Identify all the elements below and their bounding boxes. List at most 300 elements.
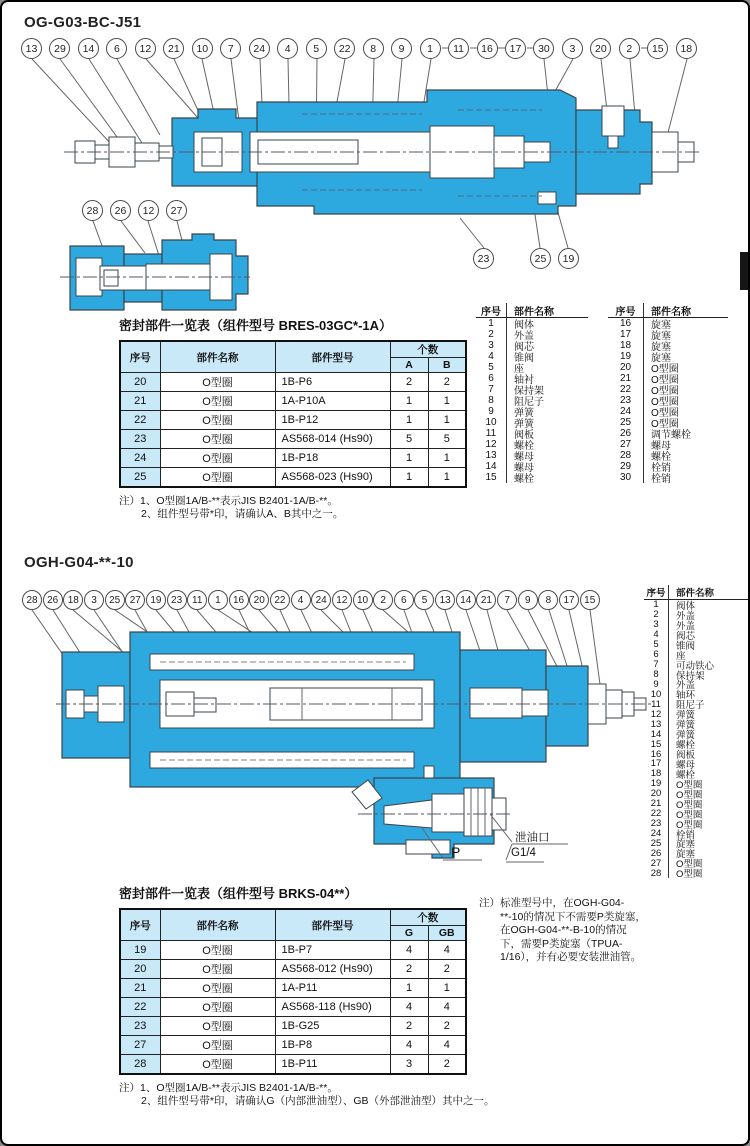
cell-model: AS568-014 (Hs90) <box>275 430 390 449</box>
part-no: 27 <box>608 439 644 450</box>
cell-name: O型圈 <box>160 941 275 960</box>
part-no: 11 <box>644 699 669 709</box>
part-no: 24 <box>644 829 669 839</box>
part-callout-balloon: 21 <box>476 590 496 610</box>
part-no: 14 <box>476 461 507 472</box>
cell-qty-g: 4 <box>390 941 428 960</box>
part-no: 19 <box>644 779 669 789</box>
part-no: 15 <box>476 472 507 483</box>
cell-qty-g: 2 <box>390 960 428 979</box>
part-name: 螺栓 <box>676 769 696 781</box>
part-callout-balloon: 23 <box>473 248 494 269</box>
part-name: 螺母 <box>514 452 534 463</box>
cell-model: AS568-023 (Hs90) <box>275 468 390 487</box>
seal-table-row <box>120 1036 466 1055</box>
part-name: 旋塞 <box>651 320 671 331</box>
part-no: 16 <box>608 318 644 329</box>
seal-table-row <box>120 430 466 449</box>
list-header-no: 序号 <box>608 303 644 318</box>
seal-table-row <box>120 998 466 1017</box>
part-callout-balloon: 19 <box>558 248 579 269</box>
part-no: 5 <box>644 640 669 650</box>
cell-qty-g: 4 <box>390 998 428 1017</box>
col-header-qty-b: B <box>428 358 466 373</box>
part-no: 29 <box>608 461 644 472</box>
part-callout-balloon: 6 <box>394 590 414 610</box>
part-no: 15 <box>644 739 669 749</box>
part-name: 螺栓 <box>514 474 534 485</box>
top-detail-diagram <box>60 234 250 310</box>
list-header-name: 部件名称 <box>644 303 728 318</box>
part-no: 11 <box>476 428 507 439</box>
part-no: 26 <box>608 428 644 439</box>
col-header-qty-a: A <box>390 358 428 373</box>
cell-no: 23 <box>120 1017 160 1036</box>
seal-table-row <box>120 411 466 430</box>
part-name: 螺母 <box>651 441 671 452</box>
seal-table-row <box>120 1017 466 1036</box>
cell-no: 21 <box>120 392 160 411</box>
cell-no: 28 <box>120 1055 160 1074</box>
part-no: 6 <box>644 650 669 660</box>
part-name: 螺母 <box>514 463 534 474</box>
col-header-no: 序号 <box>120 341 160 373</box>
part-name: 栓销 <box>651 463 671 474</box>
cell-no: 25 <box>120 468 160 487</box>
parts-name-list-1-right <box>608 303 728 483</box>
cell-no: 20 <box>120 373 160 392</box>
cell-qty-gb: 4 <box>428 1036 466 1055</box>
seal-parts-block-2 <box>119 883 495 1108</box>
part-no: 28 <box>608 450 644 461</box>
part-no: 18 <box>608 340 644 351</box>
cell-qty-b: 1 <box>428 411 466 430</box>
part-no: 30 <box>608 472 644 483</box>
part-callout-balloon: 16 <box>229 590 249 610</box>
part-name: O型圈 <box>676 869 703 881</box>
part-name: 阀体 <box>676 600 696 612</box>
part-callout-balloon: 1 <box>208 590 228 610</box>
part-callout-balloon: 14 <box>456 590 476 610</box>
part-name: 座 <box>514 364 524 375</box>
part-name: 螺栓 <box>676 740 696 752</box>
cell-no: 19 <box>120 941 160 960</box>
part-name: 旋塞 <box>651 331 671 342</box>
part-name: 弹簧 <box>514 419 534 430</box>
page-edge-tab <box>740 252 748 290</box>
cell-qty-g: 4 <box>390 1036 428 1055</box>
part-callout-balloon: 12 <box>332 590 352 610</box>
cell-name: O型圈 <box>160 430 275 449</box>
part-name: 弹簧 <box>676 720 696 732</box>
part-no: 2 <box>644 610 669 620</box>
seal-table-row <box>120 468 466 487</box>
cell-qty-gb: 4 <box>428 998 466 1017</box>
part-callout-balloon: 25 <box>530 248 551 269</box>
col-header-qty: 个数 <box>390 341 466 358</box>
note-line-2: 2、组件型号带*印，请确认A、B其中之一。 <box>141 507 344 520</box>
part-no: 22 <box>608 384 644 395</box>
part-callout-balloon: 5 <box>414 590 434 610</box>
note-line-1: 注）1、O型圈1A/B-**表示JIS B2401-1A/B-**。 <box>119 494 338 507</box>
cell-qty-b: 1 <box>428 392 466 411</box>
part-callout-balloon: 17 <box>505 38 526 59</box>
part-no: 3 <box>476 340 507 351</box>
col-header-no: 序号 <box>120 909 160 941</box>
part-name: O型圈 <box>676 779 703 791</box>
cell-model: 1B-P12 <box>275 411 390 430</box>
page-title-og-g03: OG-G03-BC-J51 <box>24 14 142 31</box>
part-name: 阀芯 <box>676 630 696 642</box>
part-no: 1 <box>644 600 669 610</box>
page-title-ogh-g04: OGH-G04-**-10 <box>24 554 134 571</box>
part-no: 9 <box>476 406 507 417</box>
col-header-name: 部件名称 <box>160 341 275 373</box>
part-callout-balloon: 18 <box>676 38 697 59</box>
cell-no: 22 <box>120 411 160 430</box>
cell-qty-b: 1 <box>428 449 466 468</box>
seal-table-row <box>120 979 466 998</box>
part-callout-balloon: 19 <box>146 590 166 610</box>
part-callout-balloon: 17 <box>559 590 579 610</box>
note-line-1: 注）1、O型圈1A/B-**表示JIS B2401-1A/B-**。 <box>119 1081 338 1094</box>
part-callout-balloon: 26 <box>110 200 131 221</box>
drain-thread-label: G1/4 <box>511 847 536 859</box>
part-callout-balloon: 26 <box>43 590 63 610</box>
part-name: 可动铁心 <box>676 660 715 672</box>
part-callout-balloon: 8 <box>363 38 384 59</box>
part-name: O型圈 <box>651 408 679 419</box>
part-no: 27 <box>644 858 669 868</box>
part-no: 25 <box>644 839 669 849</box>
cell-qty-gb: 2 <box>428 1055 466 1074</box>
part-no: 3 <box>644 620 669 630</box>
part-callout-balloon: 8 <box>538 590 558 610</box>
part-callout-balloon: 28 <box>82 200 103 221</box>
cell-qty-b: 5 <box>428 430 466 449</box>
part-no: 18 <box>644 769 669 779</box>
part-callout-balloon: 23 <box>167 590 187 610</box>
part-name: 弹簧 <box>676 710 696 722</box>
cell-name: O型圈 <box>160 468 275 487</box>
part-callout-balloon: 12 <box>135 38 156 59</box>
part-name: 栓销 <box>651 474 671 485</box>
cell-no: 24 <box>120 449 160 468</box>
part-callout-balloon: 14 <box>78 38 99 59</box>
cell-qty-gb: 4 <box>428 941 466 960</box>
seal-table-row <box>120 941 466 960</box>
part-name: 轴环 <box>676 690 696 702</box>
seal-table-row <box>120 373 466 392</box>
cell-name: O型圈 <box>160 373 275 392</box>
parts-name-list-2 <box>644 585 750 881</box>
seal-parts-table-2 <box>119 908 467 1075</box>
part-callout-balloon: 21 <box>163 38 184 59</box>
part-callout-balloon: 11 <box>187 590 207 610</box>
part-name: 调节螺栓 <box>651 430 691 441</box>
part-callout-balloon: 20 <box>249 590 269 610</box>
part-callout-balloon: 16 <box>477 38 498 59</box>
cell-name: O型圈 <box>160 960 275 979</box>
part-no: 20 <box>644 789 669 799</box>
cell-model: 1B-P18 <box>275 449 390 468</box>
note-line-2: 2、组件型号带*印，请确认G（内部泄油型）、GB（外部泄油型）其中之一。 <box>141 1094 495 1107</box>
cell-qty-gb: 2 <box>428 1017 466 1036</box>
part-no: 12 <box>644 709 669 719</box>
seal-table-row <box>120 960 466 979</box>
part-callout-balloon: 15 <box>580 590 600 610</box>
top-valve-diagram <box>64 90 702 214</box>
part-callout-balloon: 2 <box>619 38 640 59</box>
part-callout-balloon: 22 <box>334 38 355 59</box>
part-no: 7 <box>644 660 669 670</box>
col-header-qty-gb: GB <box>428 926 466 941</box>
part-name: 阻尼子 <box>676 700 705 712</box>
part-callout-balloon: 20 <box>590 38 611 59</box>
seal-table-row <box>120 392 466 411</box>
part-callout-balloon: 1 <box>420 38 441 59</box>
part-name: O型圈 <box>676 789 703 801</box>
part-name: 外盖 <box>676 620 696 632</box>
part-no: 20 <box>608 362 644 373</box>
col-header-model: 部件型号 <box>275 909 390 941</box>
part-callout-balloon: 30 <box>533 38 554 59</box>
part-callout-balloon: 7 <box>497 590 517 610</box>
part-name: 螺栓 <box>514 441 534 452</box>
cell-model: AS568-012 (Hs90) <box>275 960 390 979</box>
cell-no: 23 <box>120 430 160 449</box>
part-name: 阀板 <box>514 430 534 441</box>
balloon-row-top <box>21 38 697 59</box>
part-no: 6 <box>476 373 507 384</box>
cell-qty-g: 2 <box>390 1017 428 1036</box>
part-callout-balloon: 22 <box>270 590 290 610</box>
part-callout-balloon: 7 <box>220 38 241 59</box>
cell-model: 1A-P10A <box>275 392 390 411</box>
seal-table-row <box>120 1055 466 1074</box>
cell-qty-b: 2 <box>428 373 466 392</box>
drain-port-label: 泄油口 <box>515 832 550 844</box>
list-header-name: 部件名称 <box>669 585 750 600</box>
part-name: 旋塞 <box>676 839 696 851</box>
cell-name: O型圈 <box>160 979 275 998</box>
part-name: 轴衬 <box>514 375 534 386</box>
part-no: 16 <box>644 749 669 759</box>
part-name: 阀体 <box>514 320 534 331</box>
part-name: 螺栓 <box>651 452 671 463</box>
part-name: O型圈 <box>676 809 703 821</box>
part-name: O型圈 <box>651 375 679 386</box>
part-no: 23 <box>608 395 644 406</box>
part-no: 22 <box>644 809 669 819</box>
balloon-row-below-body <box>473 248 579 269</box>
part-no: 26 <box>644 848 669 858</box>
seal-table-title-2: 密封部件一览表（组件型号 BRKS-04**） <box>119 886 358 901</box>
cell-name: O型圈 <box>160 392 275 411</box>
cell-qty-a: 2 <box>390 373 428 392</box>
part-name: 保持架 <box>676 670 705 682</box>
cell-qty-g: 1 <box>390 979 428 998</box>
cell-name: O型圈 <box>160 411 275 430</box>
col-header-qty: 个数 <box>390 909 466 926</box>
part-callout-balloon: 4 <box>291 590 311 610</box>
cell-model: 1B-P7 <box>275 941 390 960</box>
cell-qty-a: 5 <box>390 430 428 449</box>
part-callout-balloon: 24 <box>311 590 331 610</box>
port-label-p: P <box>451 844 461 860</box>
part-name: 外盖 <box>676 680 696 692</box>
part-no: 17 <box>608 329 644 340</box>
cell-model: 1B-P11 <box>275 1055 390 1074</box>
part-callout-balloon: 29 <box>49 38 70 59</box>
part-callout-balloon: 24 <box>249 38 270 59</box>
part-callout-balloon: 10 <box>192 38 213 59</box>
part-no: 14 <box>644 729 669 739</box>
seal-table-row <box>120 449 466 468</box>
part-callout-balloon: 15 <box>647 38 668 59</box>
list-header-no: 序号 <box>476 303 507 318</box>
cell-qty-b: 1 <box>428 468 466 487</box>
part-callout-balloon: 27 <box>166 200 187 221</box>
part-name: 旋塞 <box>651 342 671 353</box>
part-callout-balloon: 3 <box>562 38 583 59</box>
cell-qty-a: 1 <box>390 468 428 487</box>
part-no: 17 <box>644 759 669 769</box>
part-name: 旋塞 <box>676 849 696 861</box>
cell-no: 20 <box>120 960 160 979</box>
standard-model-note: 注）标准型号中，在OGH-G04-**-10的情况下不需要P类旋塞，在OGH-G04-**-B-10的情况下，需要P类旋塞（TPUA-1/16），并有必要安装泄油管。 <box>479 897 646 963</box>
part-name: O型圈 <box>676 859 703 871</box>
col-header-model: 部件型号 <box>275 341 390 373</box>
part-no: 4 <box>476 351 507 362</box>
part-no: 12 <box>476 439 507 450</box>
part-name: 阀芯 <box>514 342 534 353</box>
part-callout-balloon: 13 <box>435 590 455 610</box>
seal-table-title-1: 密封部件一览表（组件型号 BRES-03GC*-1A） <box>119 318 393 333</box>
col-header-name: 部件名称 <box>160 909 275 941</box>
part-name: 锥阀 <box>676 640 696 652</box>
part-callout-balloon: 18 <box>63 590 83 610</box>
part-callout-balloon: 5 <box>306 38 327 59</box>
part-name: O型圈 <box>651 397 679 408</box>
cell-qty-gb: 2 <box>428 960 466 979</box>
part-name: 弹簧 <box>514 408 534 419</box>
balloon-row-bottom <box>22 590 600 610</box>
part-callout-balloon: 6 <box>106 38 127 59</box>
cell-no: 27 <box>120 1036 160 1055</box>
cell-model: 1A-P11 <box>275 979 390 998</box>
part-no: 23 <box>644 819 669 829</box>
cell-model: AS568-118 (Hs90) <box>275 998 390 1017</box>
cell-no: 21 <box>120 979 160 998</box>
part-name: 外盖 <box>514 331 534 342</box>
part-no: 8 <box>476 395 507 406</box>
part-no: 19 <box>608 351 644 362</box>
part-no: 5 <box>476 362 507 373</box>
parts-name-list-1-left <box>476 303 588 483</box>
cell-model: 1B-P6 <box>275 373 390 392</box>
part-callout-balloon: 3 <box>84 590 104 610</box>
part-no: 21 <box>608 373 644 384</box>
part-callout-balloon: 25 <box>105 590 125 610</box>
part-no: 25 <box>608 417 644 428</box>
part-callout-balloon: 9 <box>391 38 412 59</box>
part-name: O型圈 <box>676 799 703 811</box>
part-callout-balloon: 4 <box>277 38 298 59</box>
part-callout-balloon: 2 <box>373 590 393 610</box>
part-no: 10 <box>476 417 507 428</box>
cell-model: 1B-G25 <box>275 1017 390 1036</box>
cell-name: O型圈 <box>160 449 275 468</box>
seal-table-notes-1 <box>119 495 549 521</box>
part-no: 2 <box>476 329 507 340</box>
part-name: 螺母 <box>676 759 696 771</box>
bottom-valve-diagram <box>56 632 652 787</box>
cell-qty-a: 1 <box>390 392 428 411</box>
part-name: 阻尼子 <box>514 397 544 408</box>
part-name: 保持架 <box>514 386 544 397</box>
cell-no: 22 <box>120 998 160 1017</box>
cell-qty-a: 1 <box>390 449 428 468</box>
part-no: 21 <box>644 799 669 809</box>
part-no: 28 <box>644 868 669 878</box>
part-name: 栓销 <box>676 829 696 841</box>
part-name: O型圈 <box>651 364 679 375</box>
cell-model: 1B-P8 <box>275 1036 390 1055</box>
part-callout-balloon: 11 <box>448 38 469 59</box>
part-callout-balloon: 28 <box>22 590 42 610</box>
cell-name: O型圈 <box>160 1055 275 1074</box>
seal-parts-table-1 <box>119 340 467 488</box>
part-name: 旋塞 <box>651 353 671 364</box>
part-no: 9 <box>644 680 669 690</box>
part-no: 7 <box>476 384 507 395</box>
balloon-row-detail-view <box>82 200 187 221</box>
cell-qty-g: 3 <box>390 1055 428 1074</box>
part-name: 锥阀 <box>514 353 534 364</box>
part-name: 外盖 <box>676 610 696 622</box>
part-no: 24 <box>608 406 644 417</box>
cell-name: O型圈 <box>160 998 275 1017</box>
list-header-no: 序号 <box>644 585 669 600</box>
part-no: 13 <box>476 450 507 461</box>
cell-qty-a: 1 <box>390 411 428 430</box>
col-header-qty-g: G <box>390 926 428 941</box>
part-callout-balloon: 12 <box>138 200 159 221</box>
seal-parts-block-1 <box>119 315 467 521</box>
part-no: 13 <box>644 719 669 729</box>
part-callout-balloon: 10 <box>353 590 373 610</box>
part-callout-balloon: 27 <box>125 590 145 610</box>
part-name: 阀板 <box>676 750 696 762</box>
part-no: 1 <box>476 318 507 329</box>
part-name: O型圈 <box>651 419 679 430</box>
list-header-name: 部件名称 <box>507 303 588 318</box>
part-callout-balloon: 9 <box>518 590 538 610</box>
part-no: 4 <box>644 630 669 640</box>
seal-table-notes-2 <box>119 1082 549 1108</box>
part-callout-balloon: 13 <box>21 38 42 59</box>
part-name: O型圈 <box>676 819 703 831</box>
part-name: 弹簧 <box>676 730 696 742</box>
cell-name: O型圈 <box>160 1036 275 1055</box>
part-name: O型圈 <box>651 386 679 397</box>
part-no: 10 <box>644 689 669 699</box>
part-name: 座 <box>676 650 686 662</box>
cell-qty-gb: 1 <box>428 979 466 998</box>
part-no: 8 <box>644 670 669 680</box>
cell-name: O型圈 <box>160 1017 275 1036</box>
